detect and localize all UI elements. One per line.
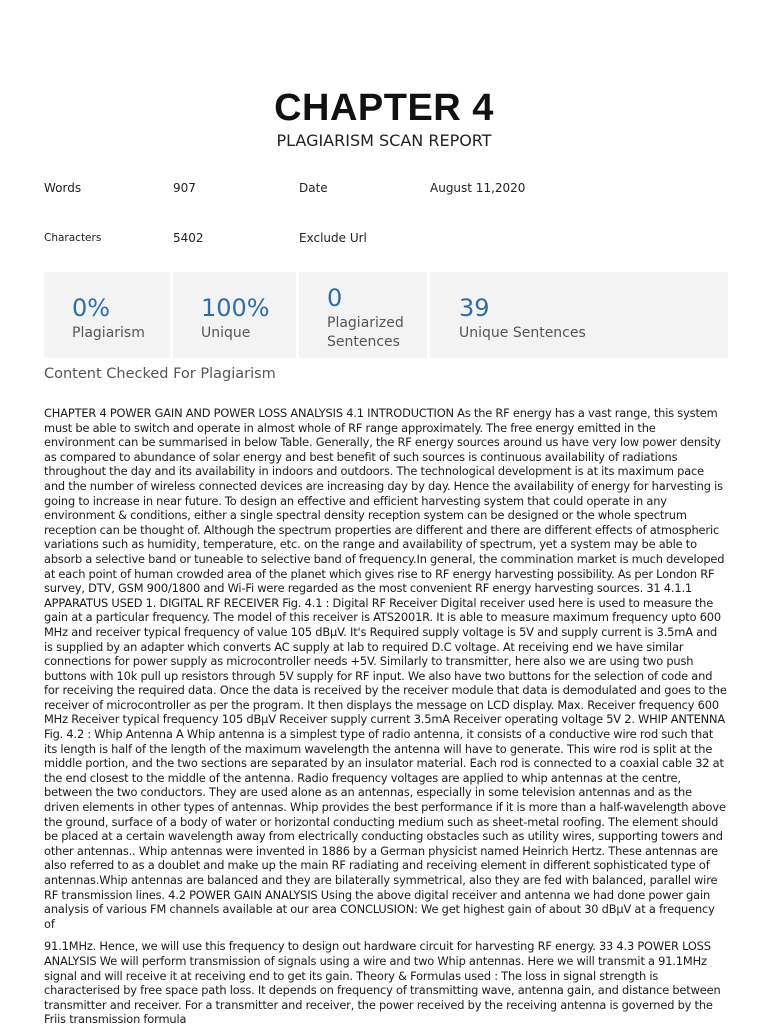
date-label: Date [299,181,328,195]
stat-plagiarism [44,272,170,358]
stat-value: 0% [72,294,111,322]
checked-content [44,406,728,1027]
date-value: August 11,2020 [430,181,526,195]
report-subtitle: PLAGIARISM SCAN REPORT [276,131,492,150]
stat-unique [173,272,296,358]
stat-value: 39 [459,294,490,322]
characters-value: 5402 [173,231,204,245]
content-paragraph: 91.1MHz. Hence, we will use this frequency to design out hardware circuit for harvesting RF energy. 33 4.3 POWER LOSS ANALYSIS We will perform transmission of signals using a wire and two Whip antennas. Here we will transmit a 91.1MHz signal and will receive it at receiving end to get its gain. Theory & Formulas used : The loss in signal strength is characterised by free space path loss. It depends on frequency of transmitting wave, antenna gain, and distance between transmitter and receiver. For a transmitter and receiver, the power received by the receiving antenna is governed by the Friis transmission formula [44,939,721,1027]
stat-label: Plagiarism [72,325,145,341]
content-section-title: Content Checked For Plagiarism [44,366,276,382]
report-header [0,86,768,152]
stat-value: 100% [201,294,270,322]
words-label: Words [44,181,82,195]
exclude-url-label: Exclude Url [299,231,367,245]
stat-label: Unique Sentences [459,325,586,341]
stat-unique-sentences [430,272,728,358]
stats-panel [44,272,728,358]
content-paragraph: CHAPTER 4 POWER GAIN AND POWER LOSS ANALYSIS 4.1 INTRODUCTION As the RF energy has a vast range, this system must be able to switch and operate in almost whole of RF range approximately. The free energy emitted in the environment can be summarised in below Table. Generally, the RF energy sources around us have very low power density as compared to abundance of solar energy and best benefit of such sources is continuous availability of radiations throughout the day and its availability in indoors and outdoors. The technological development is at its maximum pace and the number of wireless connected devices are increasing day by day. Hence the availability of energy for harvesting is going to increase in near future. To design an effective and efficient harvesting system that could operate in any environment & conditions, either a single spectral density reception system can be designed or the whole spectrum reception can be thought of. Although the spectrum properties are different and there are different effects of atmospheric variations such as humidity, temperature, etc. on the range and availability of spectrum, yet a system may be able to absorb a selective band or tuneable to selective band of frequency.In general, the commination market is much developed at each point of human crowded area of the planet which gives rise to RF energy harvesting possibility. As per London RF survey, DTV, GSM 900/1800 and Wi-Fi were regarded as the most convenient RF energy harvesting sources. 31 4.1.1 APPARATUS USED 1. DIGITAL RF RECEIVER Fig. 4.1 : Digital RF Receiver Digital receiver used here is used to measure the gain at a particular frequency. The model of this receiver is ATS2001R. It is able to measure maximum frequency upto 600 MHz and receiver typical frequency of value 105 dBμV. It's Required supply voltage is 5V and supply current is 3.5mA and is supplied by an adapter which converts AC supply at lab to required D.C voltage. At receiving end we have similar connections for power supply as microcontroller needs +5V. Similarly to transmitter, here also we are using two push buttons with 10k pull up resistors through 5V supply for RF input. We also have two buttons for the selection of code and for receiving the required data. Once the data is received by the receiver module that data is demodulated and goes to the receiver of microcontroller as per the program. It then displays the message on LCD display. Max. Receiver frequency 600 MHz Receiver typical frequency 105 dBμV Receiver supply current 3.5mA Receiver operating voltage 5V 2. WHIP ANTENNA Fig. 4.2 : Whip Antenna A Whip antenna is a simplest type of radio antenna, it consists of a conductive wire rod such that its length is half of the length of the maximum wavelength the antenna will have to generate. This wire rod is split at the middle portion, and the two sections are separated by an insulator material. Each rod is connected to a coaxial cable 32 at the end closest to the middle of the antenna. Radio frequency voltages are applied to whip antennas at the centre, between the two conductors. They are used alone as an antennas, especially in some television antennas and as the driven elements in other types of antennas. Whip provides the best performance if it is more than a half-wavelength above the ground, surface of a body of water or horizontal conducting medium such as sheet-metal roofing. The element should be placed at a certain wavelength away from electrically conducting obstacles such as utility wires, supporting towers and other antennas.. Whip antennas were invented in 1886 by a German physicist named Heinrich Hertz. These antennas are also referred to as a doublet and make up the main RF radiating and receiving element in different sophisticated type of antennas.Whip antennas are balanced and they are bilaterally symmetrical, also they are fed with balanced, parallel wire RF transmission lines. 4.2 POWER GAIN ANALYSIS Using the above digital receiver and antenna we had done power gain analysis of various FM channels available at our area CONCLUSION: We get highest gain of about 30 dBμV at a frequency of [44,406,727,931]
characters-label: Characters [44,232,102,244]
stat-label: Unique [201,325,251,341]
words-value: 907 [173,181,196,195]
chapter-title: CHAPTER 4 [274,87,494,129]
stat-value: 0 [327,284,343,312]
stat-label: Plagiarized Sentences [327,315,404,350]
stat-plagiarized-sentences [299,272,427,358]
